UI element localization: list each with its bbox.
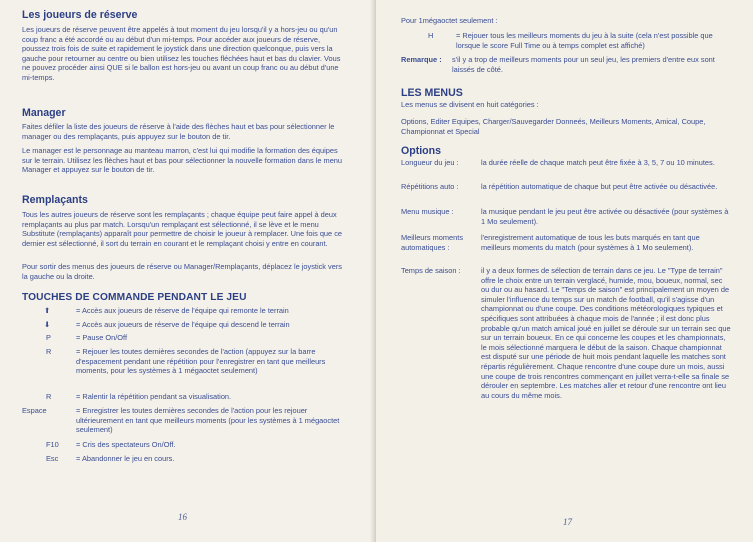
manager-heading: Manager	[22, 107, 66, 119]
option-description: la musique pendant le jeu peut être activée ou désactivée (pour systèmes à 1 Mo seulement).	[481, 207, 729, 226]
menus-paragraph-1: Les menus se divisent en huit catégories :	[401, 100, 539, 109]
key-name: P	[46, 333, 51, 342]
key-name: ⬆	[44, 306, 51, 315]
key-description: = Enregistrer les toutes dernières secondes de l'action pour les rejouer ultérieurement en tant que meilleurs moments (pour les systèmes à 1 mégaoctet seulement)	[76, 406, 340, 435]
key-description: = Accès aux joueurs de réserve de l'équipe qui remonte le terrain	[76, 306, 289, 315]
remplacants-heading: Remplaçants	[22, 194, 88, 206]
menus-paragraph-2: Options, Editer Equipes, Charger/Sauvegarder Donneés, Meilleurs Moments, Amical, Coupe, Championnat et Special	[401, 117, 706, 136]
key-description: = Pause On/Off	[76, 333, 128, 342]
option-label: Meilleurs moments automatiques :	[401, 233, 464, 252]
remarque-text: s'il y a trop de meilleurs moments pour un seul jeu, les premiers d'entre eux sont laissés de côté.	[452, 55, 715, 74]
remarque-label: Remarque :	[401, 55, 442, 64]
reserve-paragraph: Les joueurs de réserve peuvent être appelés à tout moment du jeu lorsqu'il y a hors-jeu ou qu'un coup franc a été accordé ou au début d'un mi-temps. Pour accéder aux joueurs de réserve, poussez trois fois de suite et rapidement le joystick dans une direction quelconque, puis vers la gauche pour retourner au centre ou bien utilisez les touches fléchées haut et bas du clavier. Vous ne pouvez procéder ainsi QUE si le ballon est hors-jeu ou avant un coup franc ou au début d'une mi-temps.	[22, 25, 341, 82]
page-number: 17	[563, 517, 572, 527]
key-name: R	[46, 347, 52, 356]
key-name: ⬇	[44, 320, 51, 329]
key-description: = Cris des spectateurs On/Off.	[76, 440, 176, 449]
touches-heading: TOUCHES DE COMMANDE PENDANT LE JEU	[22, 292, 247, 303]
right-page	[376, 0, 753, 542]
key-description: = Abandonner le jeu en cours.	[76, 454, 175, 463]
option-label: Répétitions auto :	[401, 182, 459, 191]
option-description: la répétition automatique de chaque but peut être activée ou désactivée.	[481, 182, 718, 191]
reserve-heading: Les joueurs de réserve	[22, 9, 138, 21]
left-page	[0, 0, 376, 542]
key-description: = Rejouer les toutes dernières secondes de l'action (appuyez sur la barre d'espacement pendant une répétition pour l'enregistrer en tant que meilleurs moments, pour les systèmes à 1 mégaoctet seulement)	[76, 347, 326, 376]
remplacants-paragraph-2: Pour sortir des menus des joueurs de réserve ou Manager/Remplaçants, déplacez le joystick vers la gauche ou la droite.	[22, 262, 343, 281]
h-key: H	[428, 31, 434, 40]
key-name: Espace	[22, 406, 47, 415]
option-description: il y a deux formes de sélection de terrain dans ce jeu. Le "Type de terrain" offre le choix entre un terrain verglacé, humide, mou, boueux, normal, sec ou dur ou au hasard. Le "Temps de saison" est principalement un moyen de simuler l'influence du temps sur un match de football, qu'il s'agisse d'un championnat ou d'une coupe. Des conditions météorologiques typiques et spécifiques sont attribuées à chaque mois de l'année ; il est donc plus probable qu'un match amical joué en juillet se déroule sur un terrain sec que sur un terrain boueux. En ce qui concerne les coupes et les championnats, le mois sélectionné marquera le début de la saison. Chaque championnat est disputé sur une période de huit mois pendant laquelle les matches sont répartis régulièrement. Chaque rencontre d'une coupe dure un mois, aussi une coupe de trois rencontres commençant en juillet verra-t-elle sa finale se dérouler en septembre. Les matches aller et retour d'une rencontre ont lieu au cours du même mois.	[481, 266, 731, 400]
remplacants-paragraph-1: Tous les autres joueurs de réserve sont les remplaçants ; chaque équipe peut faire appel à deux remplaçants au plus par match. Lorsqu'un remplaçant est sélectionné, il se lève et le menu Substitute (remplaçants) apparaît pour permettre de choisir le joueur à remplacer. Une fois que ce dernier est sélectionné, il sort du terrain en courant et le remplaçant choisi y entre en courant.	[22, 210, 343, 248]
h-key-description: = Rejouer tous les meilleurs moments du jeu à la suite (cela n'est possible que lorsque le score Full Time ou à temps complet est affiché)	[456, 31, 713, 50]
manager-paragraph-2: Le manager est le personnage au manteau marron, c'est lui qui modifie la formation des équipes sur le terrain. Utilisez les flèches haut et bas pour sélectionner la nouvelle formation dans le menu Manager et appuyez sur le bouton de tir.	[22, 146, 343, 175]
options-heading: Options	[401, 145, 442, 157]
intro-line: Pour 1mégaoctet seulement :	[401, 16, 498, 25]
option-description: la durée réelle de chaque match peut être fixée à 3, 5, 7 ou 10 minutes.	[481, 158, 715, 167]
option-label: Longueur du jeu :	[401, 158, 459, 167]
key-name: F10	[46, 440, 59, 449]
option-label: Temps de saison :	[401, 266, 461, 275]
key-description: = Ralentir la répétition pendant sa visualisation.	[76, 392, 232, 401]
menus-heading: LES MENUS	[401, 87, 463, 99]
key-description: = Accès aux joueurs de réserve de l'équipe qui descend le terrain	[76, 320, 290, 329]
page-number: 16	[178, 512, 187, 522]
manager-paragraph-1: Faites défiler la liste des joueurs de réserve à l'aide des flèches haut et bas pour sélectionner le manager ou des remplaçants, puis appuyez sur le bouton de tir.	[22, 122, 335, 141]
key-name: Esc	[46, 454, 59, 463]
option-label: Menu musique :	[401, 207, 454, 216]
key-name: R	[46, 392, 52, 401]
option-description: l'enregistrement automatique de tous les buts marqués en tant que meilleurs moments du match (pour systèmes à 1 Mo seulement).	[481, 233, 700, 252]
